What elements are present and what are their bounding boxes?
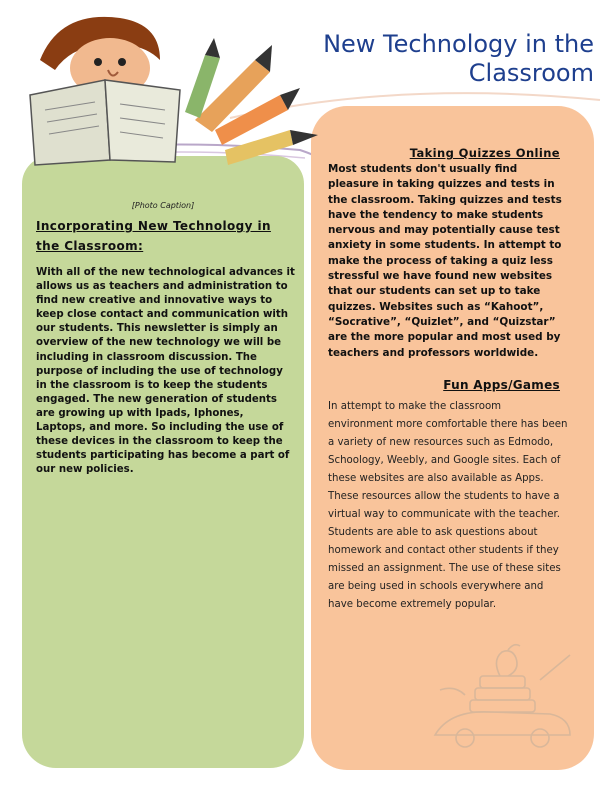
title-line-2: Classroom <box>468 59 594 87</box>
school-clipart <box>430 640 580 760</box>
title-line-1: New Technology in the <box>323 30 594 58</box>
quizzes-body-text: Most students don't usually find pleasure in taking quizzes and tests in the classroom. Taking quizzes and tests have the tendency to make students nervous and may potentially cause test anxiety in some students. In attempt to make the process of taking a quiz less stressful we have found new websites that our students can set up to take quizzes. Websites such as “Kahoot”, “Socrative”, “Quizlet”, and “Quizstar” are the more popular and most used by teachers and professors worldwide. <box>328 163 562 359</box>
quizzes-heading: Taking Quizzes Online <box>409 146 560 160</box>
photo-caption: [Photo Caption] <box>131 201 195 210</box>
left-heading: Incorporating New Technology in the Classroom: <box>36 219 271 253</box>
left-body-text: With all of the new technological advances it allows us as teachers and administration to find new creative and innovative ways to keep close contact and communication with our students. This newsletter is simply an overview of the new technology we will be including in classroom discussion. The purpose of including the use of technology in the classroom is to keep the students engaged. The new generation of students are growing up with Ipads, Iphones, Laptops, and more. So including the use of these devices in the classroom to keep the students participating has become a part of our new policies. <box>36 267 295 476</box>
boy-reading-illustration <box>0 0 330 170</box>
apps-body-text: In attempt to make the classroom environment more comfortable there has been a variety of new resources such as Edmodo, Schoology, Weebly, and Google sites. Each of these websites are also available as Apps. These resources allow the students to have a virtual way to communicate with the teacher. Students are able to ask questions about homework and contact other students if they missed an assignment. The use of these sites are being used in schools everywhere and have become extremely popular. <box>328 401 568 610</box>
newsletter-title <box>294 30 594 88</box>
apps-heading: Fun Apps/Games <box>443 378 560 392</box>
